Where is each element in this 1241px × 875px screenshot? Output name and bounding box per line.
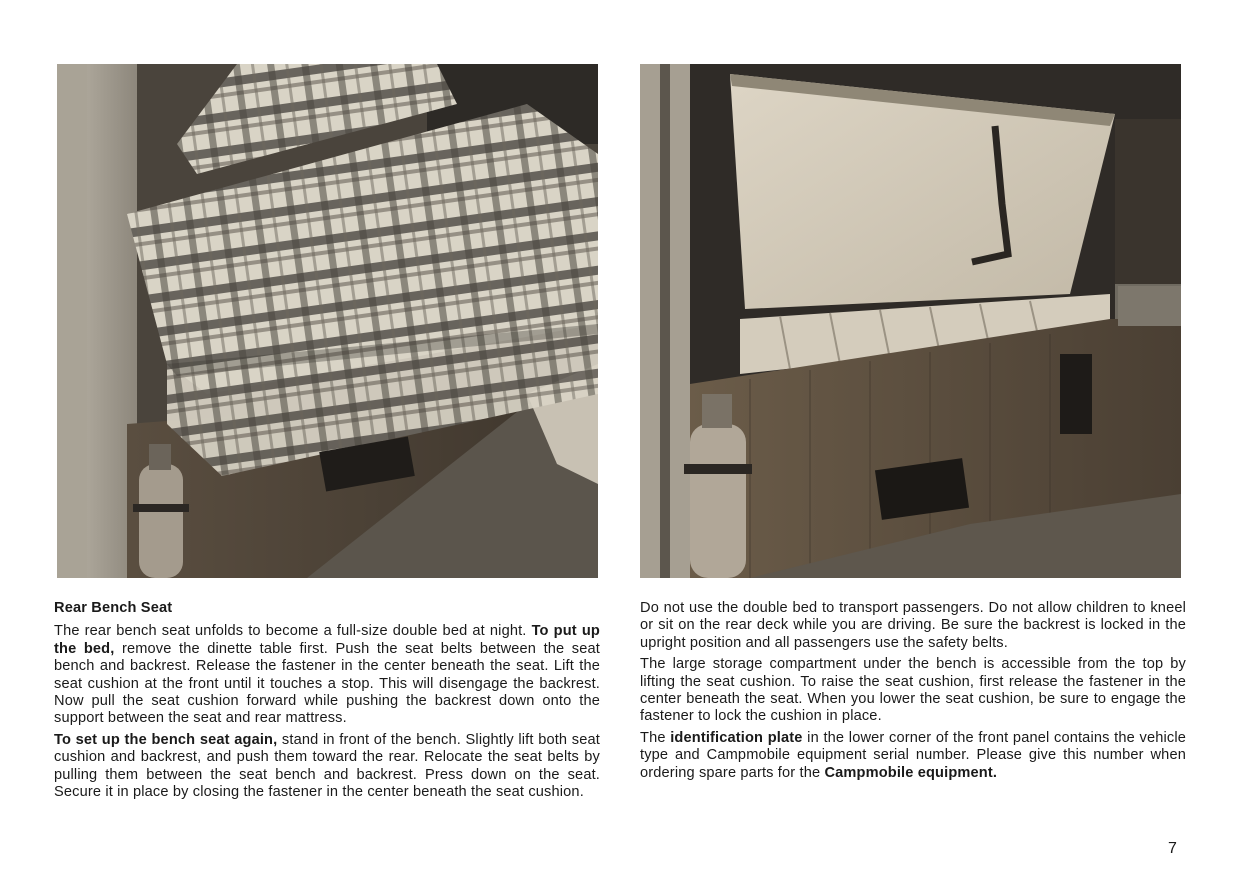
text-bold-identification-plate: identification plate: [670, 729, 803, 746]
left-column: [54, 600, 600, 805]
text-bold-campmobile: Campmobile equipment.: [824, 764, 998, 781]
paragraph-warning: Do not use the double bed to transport passengers. Do not allow children to kneel or sit on the rear deck while you are driving. Be sure the backrest is locked in the upright position and all passengers use the safety belts.: [640, 600, 1186, 651]
text-segment: The: [640, 729, 671, 746]
text-instructions: remove the dinette table first. Push the seat belts between the seat bench and backrest. Release the fastener in the center beneath the seat. Lift the seat cushion at the front until it touches a stop. This will disengage the backrest. Now pull the seat cushion forward while pushing the backrest down onto the support between the seat and rear mattress.: [54, 640, 600, 727]
paragraph-put-up-bed: [54, 623, 600, 727]
paragraph-set-up-bench: [54, 732, 600, 802]
text-instructions: stand in front of the bench. Slightly lift both seat cushion and backrest, and push them toward the rear. Relocate the seat belts by pulling them between the seat bench and backrest. Press down on the seat. Secure it in place by closing the fastener in the center beneath the seat cushion.: [54, 731, 600, 801]
text-bold-set-up: To set up the bench seat again,: [54, 731, 278, 748]
photo-bench-raised: [640, 64, 1181, 578]
right-column: [640, 600, 1186, 786]
paragraph-identification-plate: [640, 730, 1186, 782]
photo-bed-unfolded: [57, 64, 598, 578]
text-segment: in the lower corner of the front panel contains the vehicle type and Campmobile equipment serial number. Please give this number when ordering spare parts for the: [640, 729, 1186, 781]
text-bold-put-up: To put up the bed,: [54, 623, 600, 657]
text-intro: The rear bench seat unfolds to become a full-size double bed at night.: [54, 623, 532, 640]
page-number: 7: [1168, 840, 1177, 857]
section-heading: Rear Bench Seat: [54, 600, 173, 616]
paragraph-storage: The large storage compartment under the bench is accessible from the top by lifting the seat cushion. To raise the seat cushion, first release the fastener in the center beneath the seat. When you lower the seat cushion, be sure to engage the fastener to lock the cushion in place.: [640, 656, 1186, 725]
